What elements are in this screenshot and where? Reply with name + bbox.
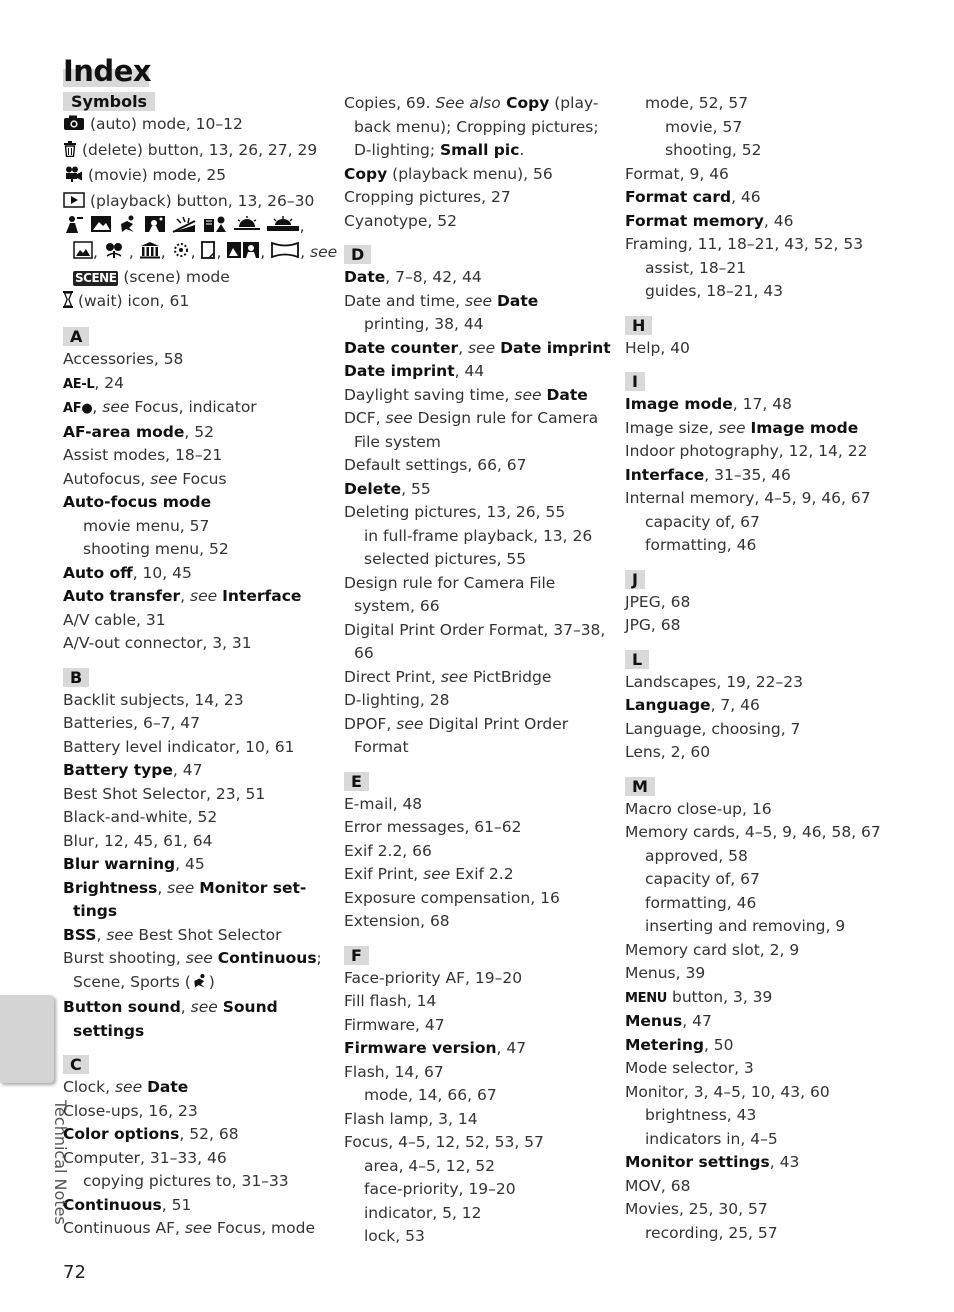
- index-entry: Accessories, 58: [63, 350, 184, 368]
- section-header-m: M: [625, 777, 655, 796]
- index-entry: Computer, 31–33, 46: [63, 1148, 227, 1167]
- back-light-scene-icon: [226, 241, 260, 267]
- index-entry-continued: settings: [73, 1021, 145, 1040]
- museum-scene-icon: [139, 241, 161, 267]
- index-entry: Continuous AF, see Focus, mode: [63, 1219, 316, 1237]
- index-entry: Memory cards, 4–5, 9, 46, 58, 67: [625, 823, 881, 841]
- index-entry: Firmware version, 47: [344, 1039, 527, 1057]
- index-entry: Auto-focus mode: [63, 493, 212, 511]
- panorama-assist-scene-icon: [270, 241, 300, 267]
- index-entry: Close-ups, 16, 23: [63, 1101, 198, 1120]
- index-entry: Focus, 4–5, 12, 52, 53, 57: [344, 1133, 544, 1151]
- index-subentry: area, 4–5, 12, 52: [364, 1156, 496, 1175]
- index-subentry: guides, 18–21, 43: [645, 282, 784, 300]
- index-subentry: printing, 38, 44: [364, 315, 484, 333]
- party-scene-icon: [171, 215, 197, 241]
- index-entry: Date imprint, 44: [344, 362, 485, 380]
- index-entry: Date, 7–8, 42, 44: [344, 268, 482, 286]
- index-subentry: indicator, 5, 12: [364, 1203, 482, 1222]
- chapter-label: Technical Notes: [51, 1100, 70, 1225]
- menu-button-icon: MENU: [625, 990, 668, 1006]
- index-entry: Cyanotype, 52: [344, 211, 458, 230]
- index-entry: Copy (playback menu), 56: [344, 164, 553, 183]
- index-entry-playback-button: (playback) button, 13, 26–30: [63, 190, 333, 216]
- index-subentry: indicators in, 4–5: [645, 1129, 778, 1148]
- index-entry-continued: D-lighting; Small pic.: [354, 141, 525, 159]
- index-subentry: inserting and removing, 9: [645, 917, 846, 935]
- camera-icon: [63, 115, 85, 139]
- landscape-scene-icon: [90, 215, 112, 241]
- index-entry-continued: system, 66: [354, 597, 440, 615]
- section-header-f: F: [344, 946, 369, 965]
- index-subentry: brightness, 43: [645, 1106, 757, 1124]
- copy-scene-icon: [200, 241, 216, 267]
- sunset-scene-icon: [233, 215, 261, 241]
- index-entry: Digital Print Order Format, 37–38,: [344, 620, 606, 639]
- index-entry-movie-mode: (movie) mode, 25: [63, 164, 333, 190]
- index-entry: Menus, 47: [625, 1012, 712, 1030]
- index-subentry: capacity of, 67: [645, 870, 760, 888]
- index-entry: Indoor photography, 12, 14, 22: [625, 442, 868, 460]
- index-entry-continued: tings: [73, 902, 118, 920]
- index-entry: A/V cable, 31: [63, 610, 166, 629]
- index-entry-continued: 66: [354, 644, 374, 662]
- index-subentry: formatting, 46: [645, 893, 757, 912]
- index-entry: Clock, see Date: [63, 1078, 189, 1096]
- index-entry: Flash, 14, 67: [344, 1062, 444, 1081]
- index-entry: Help, 40: [625, 338, 690, 357]
- index-entry: Lens, 2, 60: [625, 743, 711, 761]
- index-entry-ae-l: AE-L, 24: [63, 373, 124, 392]
- index-entry: Movies, 25, 30, 57: [625, 1200, 768, 1218]
- playback-icon: [63, 192, 85, 216]
- index-entry: DPOF, see Digital Print Order: [344, 714, 569, 733]
- index-entry-continued: Format: [354, 738, 409, 756]
- page-title: Index: [63, 54, 152, 88]
- ae-l-icon: AE-L: [63, 376, 95, 392]
- index-subentry: assist, 18–21: [645, 258, 747, 277]
- dusk-dawn-scene-icon: [266, 215, 300, 241]
- index-subentry: lock, 53: [364, 1227, 425, 1245]
- index-entry: AF-area mode, 52: [63, 422, 214, 441]
- index-entry: Color options, 52, 68: [63, 1125, 239, 1143]
- index-entry: Default settings, 66, 67: [344, 456, 527, 474]
- sports-scene-icon: [117, 215, 139, 241]
- index-subentry: mode, 14, 66, 67: [364, 1086, 497, 1104]
- index-column-1: [63, 92, 338, 1241]
- index-entry: Memory card slot, 2, 9: [625, 940, 800, 959]
- index-entry: Menus, 39: [625, 964, 706, 982]
- index-subentry: shooting menu, 52: [83, 540, 229, 558]
- section-header-h: H: [625, 316, 652, 335]
- index-entry: Fill flash, 14: [344, 992, 437, 1010]
- index-entry: Copies, 69. See also Copy (play-: [344, 94, 599, 112]
- index-entry: Language, choosing, 7: [625, 719, 801, 738]
- section-header-l: L: [625, 650, 649, 669]
- index-subentry: capacity of, 67: [645, 512, 760, 531]
- index-entry: Language, 7, 46: [625, 696, 760, 714]
- index-entry: Date counter, see Date imprint: [344, 338, 611, 357]
- index-subentry: movie, 57: [665, 117, 743, 136]
- index-entry: MOV, 68: [625, 1176, 691, 1195]
- index-entry: Delete, 55: [344, 479, 431, 498]
- index-entry: Button sound, see Sound: [63, 998, 278, 1016]
- index-subentry: copying pictures to, 31–33: [83, 1172, 289, 1190]
- beach-snow-scene-icon: [202, 215, 228, 241]
- index-subentry: recording, 25, 57: [645, 1223, 778, 1242]
- index-entry: Firmware, 47: [344, 1015, 445, 1034]
- index-entry: Assist modes, 18–21: [63, 446, 223, 464]
- af-indicator-icon: AF●: [63, 401, 93, 416]
- night-landscape-scene-icon: [73, 241, 93, 267]
- index-entry: Daylight saving time, see Date: [344, 385, 588, 404]
- index-entry: DCF, see Design rule for Camera: [344, 409, 599, 427]
- movie-camera-icon: [63, 166, 83, 190]
- index-entry: Format memory, 46: [625, 211, 794, 230]
- index-entry: Landscapes, 19, 22–23: [625, 672, 803, 691]
- chapter-tab: [0, 995, 54, 1083]
- index-entry: Image size, see Image mode: [625, 418, 859, 437]
- index-entry: Extension, 68: [344, 912, 450, 930]
- fireworks-scene-icon: [171, 241, 191, 267]
- index-subentry: movie menu, 57: [83, 516, 210, 535]
- index-subentry: in full-frame playback, 13, 26: [364, 526, 593, 545]
- index-entry-scene-mode: SCENE (scene) mode: [75, 268, 230, 286]
- index-subentry: shooting, 52: [665, 141, 762, 159]
- index-entry: Error messages, 61–62: [344, 818, 522, 836]
- index-entry: D-lighting, 28: [344, 691, 450, 709]
- index-entry: Auto transfer, see Interface: [63, 587, 302, 605]
- index-subentry: selected pictures, 55: [364, 550, 527, 568]
- index-entry: Auto off, 10, 45: [63, 563, 192, 582]
- index-entry: E-mail, 48: [344, 794, 423, 813]
- index-subentry: formatting, 46: [645, 536, 757, 554]
- index-entry: Flash lamp, 3, 14: [344, 1109, 478, 1128]
- index-entry-continued: File system: [354, 432, 441, 451]
- index-entry: Image mode, 17, 48: [625, 395, 792, 413]
- index-entry: Mode selector, 3: [625, 1059, 754, 1077]
- index-entry-scene-icons-row2: , , , , , , , see: [63, 241, 333, 267]
- index-entry: Blur, 12, 45, 61, 64: [63, 831, 213, 850]
- night-portrait-scene-icon: [144, 215, 166, 241]
- index-entry: BSS, see Best Shot Selector: [63, 925, 282, 944]
- index-entry: Format card, 46: [625, 188, 761, 206]
- section-header-b: B: [63, 668, 89, 687]
- section-header-i: I: [625, 372, 645, 391]
- section-header-a: A: [63, 327, 89, 346]
- index-entry: Interface, 31–35, 46: [625, 465, 791, 484]
- index-entry: Format, 9, 46: [625, 164, 729, 183]
- index-entry: Exif 2.2, 66: [344, 841, 432, 860]
- index-subentry: mode, 52, 57: [645, 94, 749, 112]
- index-entry: Battery type, 47: [63, 761, 203, 779]
- index-column-2: [344, 92, 614, 1249]
- page-number: 72: [63, 1262, 86, 1283]
- index-entry: Backlit subjects, 14, 23: [63, 690, 244, 709]
- index-entry-af-indicator: AF●, see Focus, indicator: [63, 398, 257, 416]
- index-entry: Macro close-up, 16: [625, 799, 772, 818]
- index-entry-auto-mode: (auto) mode, 10–12: [63, 113, 333, 139]
- section-header-d: D: [344, 245, 371, 264]
- index-entry: Framing, 11, 18–21, 43, 52, 53: [625, 235, 864, 253]
- index-entry: Black-and-white, 52: [63, 808, 218, 826]
- scene-icon: SCENE: [75, 271, 117, 285]
- index-entry: A/V-out connector, 3, 31: [63, 634, 252, 652]
- section-header-j: J: [625, 570, 645, 589]
- index-entry: Best Shot Selector, 23, 51: [63, 784, 266, 803]
- index-entry: Battery level indicator, 10, 61: [63, 737, 295, 756]
- portrait-scene-icon: [63, 215, 85, 241]
- close-up-scene-icon: [103, 241, 129, 267]
- index-subentry: face-priority, 19–20: [364, 1180, 516, 1198]
- sports-scene-icon: [191, 973, 209, 997]
- index-subentry: approved, 58: [645, 846, 748, 865]
- index-entry-wait-icon: (wait) icon, 61: [63, 290, 333, 316]
- index-entry-delete-button: (delete) button, 13, 26, 27, 29: [63, 139, 333, 165]
- index-entry: Burst shooting, see Continuous;: [63, 949, 322, 967]
- index-entry: Internal memory, 4–5, 9, 46, 67: [625, 489, 871, 507]
- index-entry-menu-button: MENU button, 3, 39: [625, 987, 773, 1006]
- index-entry-scene-icons-row1: ,: [63, 215, 333, 241]
- index-entry: Design rule for Camera File: [344, 573, 556, 592]
- index-entry-continued: Scene, Sports ( ): [63, 971, 333, 997]
- index-entry: Autofocus, see Focus: [63, 469, 227, 488]
- section-header-e: E: [344, 772, 369, 791]
- index-entry: Blur warning, 45: [63, 855, 205, 873]
- index-entry-continued: back menu); Cropping pictures;: [354, 117, 599, 136]
- index-entry: JPEG, 68: [625, 592, 691, 611]
- index-entry: Direct Print, see PictBridge: [344, 667, 552, 686]
- index-column-3: [625, 92, 925, 1245]
- trash-icon: [63, 141, 77, 165]
- index-entry: Batteries, 6–7, 47: [63, 714, 201, 732]
- index-entry: Continuous, 51: [63, 1195, 192, 1214]
- index-entry: Monitor, 3, 4–5, 10, 43, 60: [625, 1082, 830, 1101]
- index-entry: Exposure compensation, 16: [344, 888, 560, 907]
- index-entry: Cropping pictures, 27: [344, 188, 511, 206]
- index-entry: Date and time, see Date: [344, 291, 539, 310]
- index-entry: Monitor settings, 43: [625, 1153, 800, 1171]
- index-entry: Metering, 50: [625, 1035, 734, 1054]
- index-entry: Exif Print, see Exif 2.2: [344, 865, 514, 883]
- index-entry: Deleting pictures, 13, 26, 55: [344, 503, 566, 521]
- index-entry: JPG, 68: [625, 616, 681, 634]
- section-header-c: C: [63, 1055, 89, 1074]
- section-header-symbols: Symbols: [63, 92, 155, 111]
- hourglass-icon: [63, 291, 73, 316]
- index-entry: Brightness, see Monitor set-: [63, 878, 307, 897]
- index-entry: Face-priority AF, 19–20: [344, 968, 523, 987]
